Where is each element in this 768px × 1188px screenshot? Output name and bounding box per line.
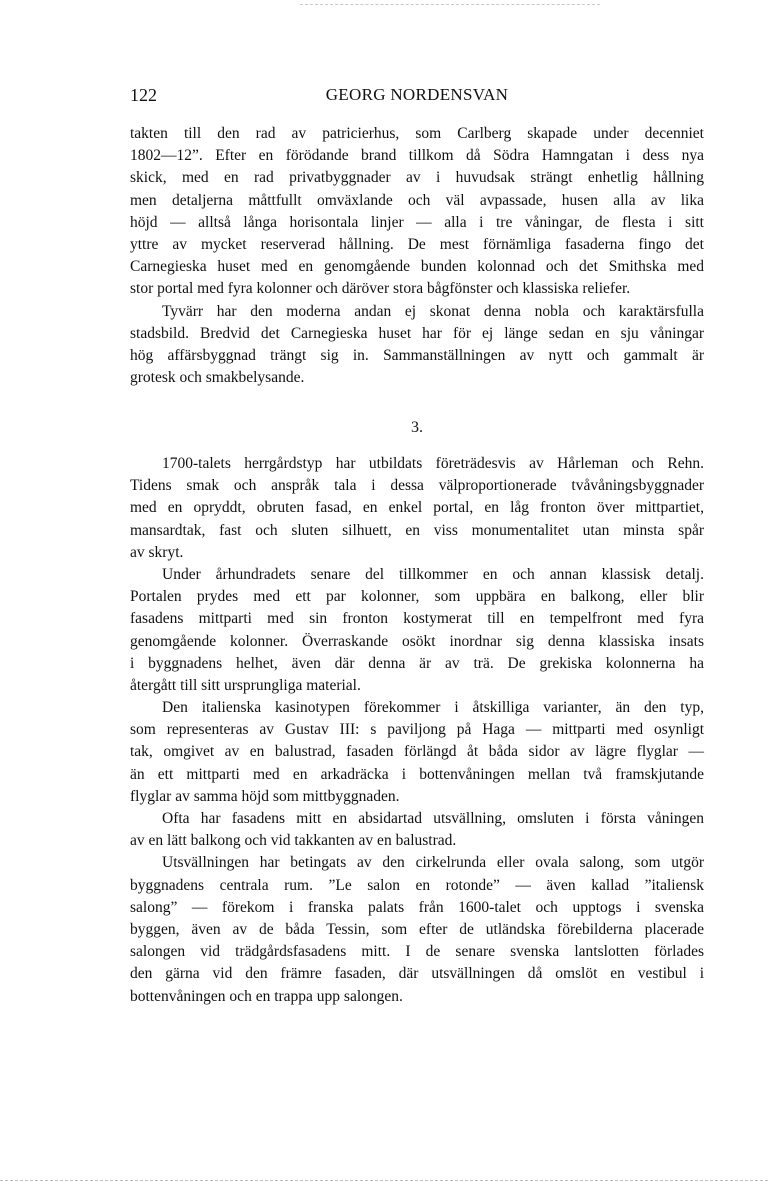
- text-line: 1700-talets herrgårdstyp har utbildats företrädesvis av Hårleman och Rehn.: [162, 455, 704, 472]
- body-text-bottom: [130, 453, 704, 1008]
- text-line: av en lätt balkong och vid takkanten av en balustrad.: [130, 832, 457, 850]
- text-line: yttre av mycket reserverad hållning. De mest förnämliga fasaderna fingo det: [130, 235, 704, 253]
- paragraph: [130, 852, 704, 1007]
- text-line: genomgående kolonner. Överraskande osökt inordnar sig denna klassiska insats: [130, 632, 704, 650]
- text-line: 1802—12”. Efter en förödande brand tillkom då Södra Hamngatan i dess nya: [130, 147, 704, 165]
- text-line: höjd — alltså långa horisontala linjer — alla i tre våningar, de flesta i sitt: [130, 213, 704, 231]
- text-line: Ofta har fasadens mitt en absidartad utsvällning, omsluten i första våningen: [162, 810, 704, 827]
- text-line: byggnadens centrala rum. ”Le salon en rotonde” — även kallad ”italiensk: [130, 876, 704, 894]
- text-line: byggen, även av de båda Tessin, som efter de utländska förebilderna placerade: [130, 920, 704, 938]
- text-line: fasadens mittparti med sin fronton kostymerat till en tempelfront med fyra: [130, 610, 704, 628]
- text-line: med en opryddt, obruten fasad, en enkel portal, en låg fronton över mittpartiet,: [130, 499, 704, 517]
- paragraph: [130, 564, 704, 697]
- text-line: skick, med en rad privatbyggnader av i huvudsak strängt enhetlig hållning: [130, 169, 704, 187]
- text-line: takten till den rad av patricierhus, som Carlberg skapade under decenniet: [130, 125, 704, 142]
- paragraph: [130, 301, 704, 390]
- page-number: 122: [130, 85, 157, 105]
- body-text-top: [130, 123, 704, 389]
- page-header: [130, 85, 704, 107]
- paragraph: [130, 123, 704, 301]
- text-line: i byggnadens helhet, även där denna är av trä. De grekiska kolonnerna ha: [130, 654, 704, 672]
- text-line: än ett mittparti med en arkadräcka i bottenvåningen mellan två framskjutande: [130, 765, 704, 783]
- text-line: Utsvällningen har betingats av den cirkelrunda eller ovala salong, som utgör: [162, 854, 704, 872]
- running-head: GEORG NORDENSVAN: [325, 85, 509, 104]
- text-line: tak, omgivet av en balustrad, fasaden förlängd åt båda sidor av lägre flyglar —: [130, 743, 704, 761]
- text-line: Carnegieska huset med en genomgående bunden kolonnad och det Smithska med: [130, 258, 704, 276]
- text-line: stor portal med fyra kolonner och däröver stora bågfönster och klassiska reliefer.: [130, 280, 631, 298]
- text-line: bottenvåningen och en trappa upp salongen.: [130, 987, 403, 1005]
- text-line: flyglar av samma höjd som mittbyggnaden.: [130, 787, 400, 805]
- text-line: återgått till sitt ursprungliga material.: [130, 676, 361, 694]
- text-line: som representeras av Gustav III: s paviljong på Haga — mittparti med osynligt: [130, 721, 704, 739]
- text-line: mansardtak, fast och sluten silhuett, en viss monumentalitet utan minsta spår: [130, 521, 704, 539]
- text-line: Tidens smak och anspråk tala i dessa välproportionerade tvåvåningsbyggnader: [130, 477, 704, 495]
- text-line: hög affärsbyggnad trängt sig in. Sammanställningen av nytt och gammalt är: [130, 346, 704, 364]
- text-line: av skryt.: [130, 543, 184, 561]
- paragraph: [130, 808, 704, 852]
- text-line: grotesk och smakbelysande.: [130, 369, 305, 387]
- text-line: Under århundradets senare del tillkommer en och annan klassisk detalj.: [162, 565, 704, 583]
- paragraph: [130, 453, 704, 564]
- scan-edge-top: [300, 4, 600, 5]
- scan-edge-bottom: [0, 1180, 768, 1181]
- text-line: salong” — förekom i franska palats från 1600-talet och upptogs i svenska: [130, 898, 704, 916]
- text-line: stadsbild. Bredvid det Carnegieska huset har för ej länge sedan en sju våningar: [130, 324, 704, 342]
- text-line: den gärna vid den främre fasaden, där utsvällningen då omslöt en vestibul i: [130, 965, 704, 983]
- text-line: men detaljerna måttfullt omväxlande och väl avpassade, husen alla av lika: [130, 191, 704, 209]
- text-line: Portalen prydes med ett par kolonner, som uppbära en balkong, eller blir: [130, 588, 704, 606]
- section-number: 3.: [411, 419, 423, 436]
- text-line: salongen vid trädgårdsfasadens mitt. I de senare svenska lantslotten förlades: [130, 943, 704, 961]
- text-line: Tyvärr har den moderna andan ej skonat denna nobla och karaktärsfulla: [162, 302, 704, 320]
- paragraph: [130, 697, 704, 808]
- text-line: Den italienska kasinotypen förekommer i åtskilliga varianter, än den typ,: [162, 699, 704, 717]
